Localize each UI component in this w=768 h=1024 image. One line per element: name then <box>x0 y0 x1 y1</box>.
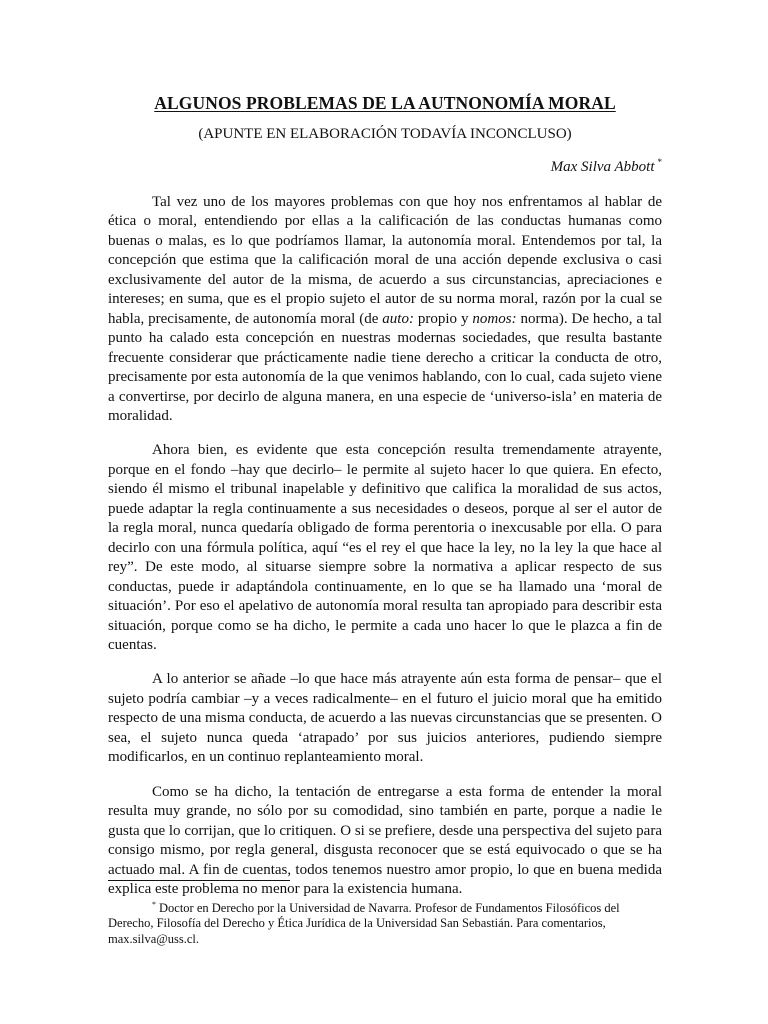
paragraph-1-text-a: Tal vez uno de los mayores problemas con que hoy nos enfrentamos al hablar de ética o moral, entendiendo por ellas a la calificación de las conductas humanas como buenas o malas, es lo que podríamos llamar, la autonomía moral. Entendemos por tal, la concepción que estima que la calificación moral de una acción depende exclusiva o casi exclusivamente del autor de la misma, de acuerdo a sus circunstancias, apreciaciones e intereses; en suma, que es el propio sujeto el autor de su norma moral, razón por la cual se habla, precisamente, de autonomía moral (de <box>108 194 662 327</box>
term-auto: auto: <box>382 310 414 327</box>
paragraph-2: Ahora bien, es evidente que esta concepción resulta tremendamente atrayente, porque en el fondo –hay que decirlo– le permite al sujeto hacer lo que quiera. En efecto, siendo él mismo el tribunal inapelable y definitivo que califica la moralidad de sus actos, puede adaptar la regla continuamente a sus necesidades o deseos, porque al ser el autor de la regla moral, nunca quedaría obligado de forma perentoria o inexcusable por ella. O para decirlo con una fórmula política, aquí “es el rey el que hace la ley, no la ley la que hace al rey”. De este modo, al situarse siempre sobre la normativa a aplicar respecto de sus conductas, puede ir adaptándola continuamente, en lo que se ha llamado una ‘moral de situación’. Por eso el apelativo de autonomía moral resulta tan apropiado para describir esta situación, porque como se ha dicho, le permite a cada uno hacer lo que le plazca a fin de cuentas. <box>108 442 662 653</box>
document-page <box>108 92 662 914</box>
paragraph-3: A lo anterior se añade –lo que hace más atrayente aún esta forma de pensar– que el sujeto podría cambiar –y a veces radicalmente– en el futuro el juicio moral que ha emitido respecto de una misma conducta, de acuerdo a las nuevas circunstancias que se presenten. O sea, el sujeto nunca queda ‘atrapado’ por sus juicios anteriores, pudiendo siempre modificarlos, en un continuo replanteamiento moral. <box>108 671 662 766</box>
footnote-divider <box>108 880 290 881</box>
footnote <box>108 897 662 948</box>
paragraph-1-text-b: propio y <box>413 310 473 327</box>
author-footnote-marker[interactable]: * <box>657 157 662 167</box>
term-nomos: nomos: <box>472 310 517 327</box>
paragraph-1-text-c: norma). De hecho, a tal punto ha calado esta concepción en nuestras modernas sociedades, que resulta bastante frecuente considerar que prácticamente nadie tiene derecho a criticar la conducta de otro, precisamente por esta autonomía de la que venimos hablando, con lo cual, cada sujeto viene a convertirse, por decirlo de alguna manera, en una especie de ‘universo-isla’ en materia de moralidad. <box>108 310 662 424</box>
document-subtitle: (APUNTE EN ELABORACIÓN TODAVÍA INCONCLUSO) <box>198 126 572 142</box>
footnote-marker: * <box>152 899 156 909</box>
author-name: Max Silva Abbott <box>550 159 655 175</box>
paragraph-1 <box>108 193 662 426</box>
paragraph-4: Como se ha dicho, la tentación de entregarse a esta forma de entender la moral resulta muy grande, no sólo por su comodidad, sino también en parte, porque a nadie le gusta que lo corrijan, que lo critiquen. O si se prefiere, desde una perspectiva del sujeto para consigo mismo, por regla general, disgusta reconocer que se está equivocado o que se ha actuado mal. A fin de cuentas, todos tenemos nuestro amor propio, lo que en buena medida explica este problema no menor para la existencia humana. <box>108 783 662 897</box>
document-title: ALGUNOS PROBLEMAS DE LA AUTNONOMÍA MORAL <box>154 93 616 113</box>
author-line <box>108 152 662 177</box>
footnote-text: Doctor en Derecho por la Universidad de Navarra. Profesor de Fundamentos Filosóficos del Derecho, Filosofía del Derecho y Ética Jurídica de la Universidad San Sebastián. Para comentarios, max.silva@uss.cl. <box>108 900 620 946</box>
